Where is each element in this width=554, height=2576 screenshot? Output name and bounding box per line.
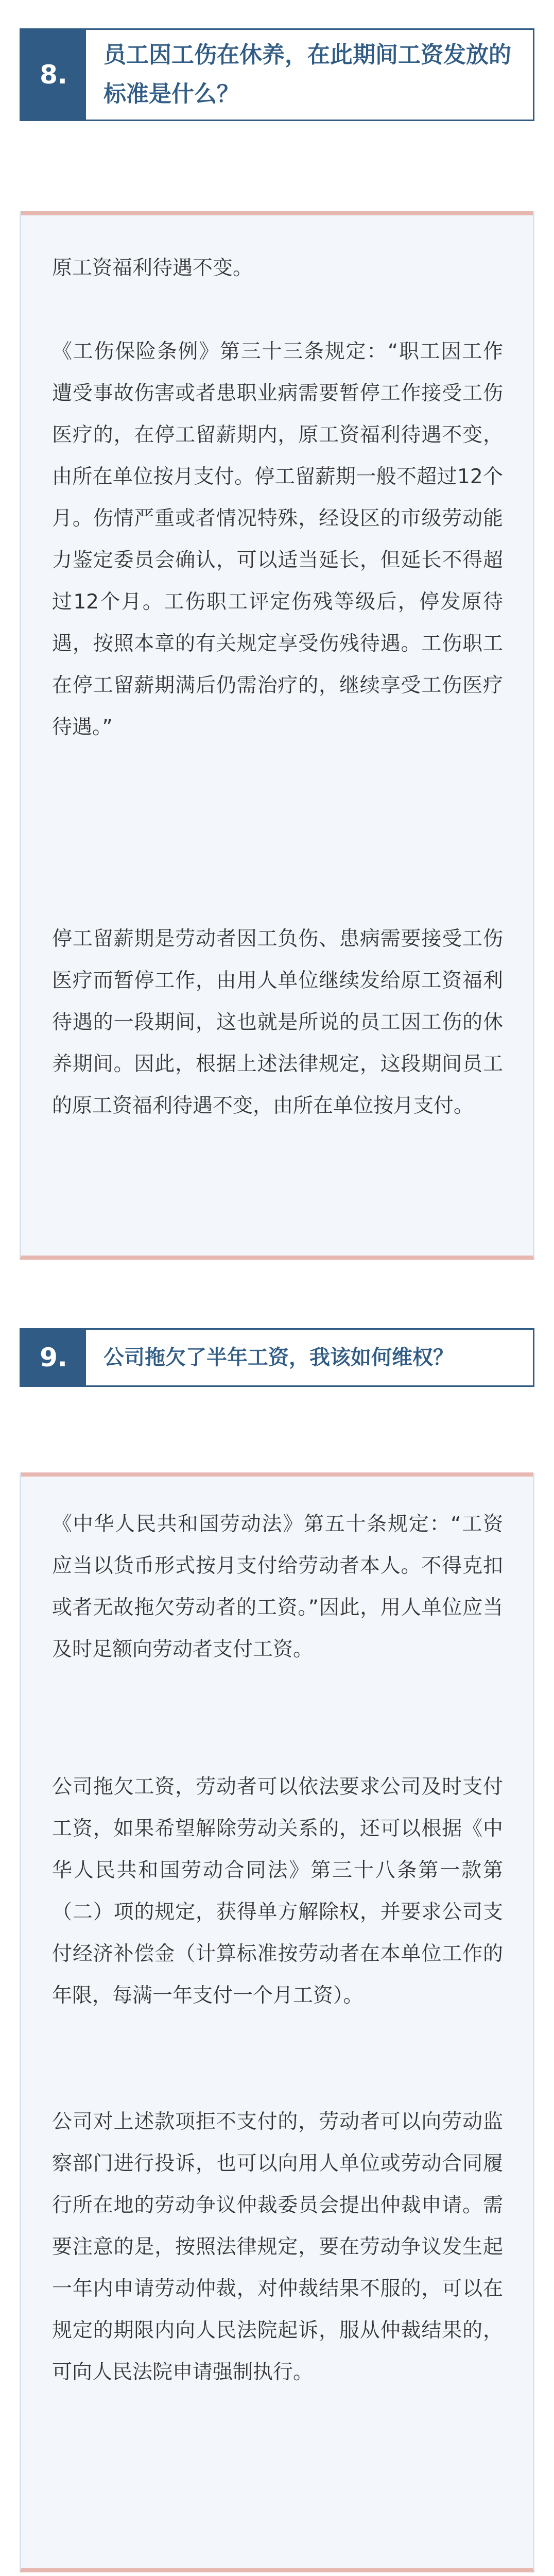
answer-paragraph: 原工资福利待遇不变。	[52, 257, 253, 280]
question-9-header	[20, 1328, 534, 1387]
answer-paragraph: 公司对上述款项拒不支付的，劳动者可以向劳动监察部门进行投诉，也可以向用人单位或劳动合同履行所在地的劳动争议仲裁委员会提出仲裁申请。需要注意的是，按照法律规定，要在劳动争议发生起一年内申请劳动仲裁，对仲裁结果不服的，可以在规定的期限内向人民法院起诉，服从仲裁结果的，可向人民法院申请强制执行。	[52, 2110, 503, 2384]
answer-top-border	[21, 211, 533, 215]
answer-paragraph: 《中华人民共和国劳动法》第五十条规定：“工资应当以货币形式按月支付给劳动者本人。不得克扣或者无故拖欠劳动者的工资。”因此，用人单位应当及时足额向劳动者支付工资。	[52, 1513, 503, 1661]
answer-card-8	[20, 211, 534, 1260]
question-number: 8.	[21, 30, 86, 120]
answer-card-9	[20, 1472, 534, 2572]
question-title: 公司拖欠了半年工资，我该如何维权？	[103, 1346, 454, 1369]
answer-paragraph: 《工伤保险条例》第三十三条规定：“职工因工作遭受事故伤害或者患职业病需要暂停工作接受工伤医疗的，在停工留薪期内，原工资福利待遇不变，由所在单位按月支付。停工留薪期一般不超过12个月。伤情严重或者情况特殊，经设区的市级劳动能力鉴定委员会确认，可以适当延长，但延长不得超过12个月。工伤职工评定伤残等级后，停发原待遇，按照本章的有关规定享受伤残待遇。工伤职工在停工留薪期满后仍需治疗的，继续享受工伤医疗待遇。”	[52, 340, 503, 739]
answer-paragraph: 公司拖欠工资，劳动者可以依法要求公司及时支付工资，如果希望解除劳动关系的，还可以根据《中华人民共和国劳动合同法》第三十八条第一款第（二）项的规定，获得单方解除权，并要求公司支付经济补偿金（计算标准按劳动者在本单位工作的年限，每满一年支付一个月工资）。	[52, 1775, 503, 2007]
question-8-header	[20, 28, 534, 121]
question-title: 员工因工伤在休养，在此期间工资发放的标准是什么？	[103, 42, 511, 107]
answer-paragraph: 停工留薪期是劳动者因工负伤、患病需要接受工伤医疗而暂停工作，由用人单位继续发给原工资福利待遇的一段期间，这也就是所说的员工因工伤的休养期间。因此，根据上述法律规定，这段期间员工的原工资福利待遇不变，由所在单位按月支付。	[52, 927, 503, 1117]
question-number: 9.	[21, 1330, 86, 1385]
answer-top-border	[21, 1472, 533, 1477]
